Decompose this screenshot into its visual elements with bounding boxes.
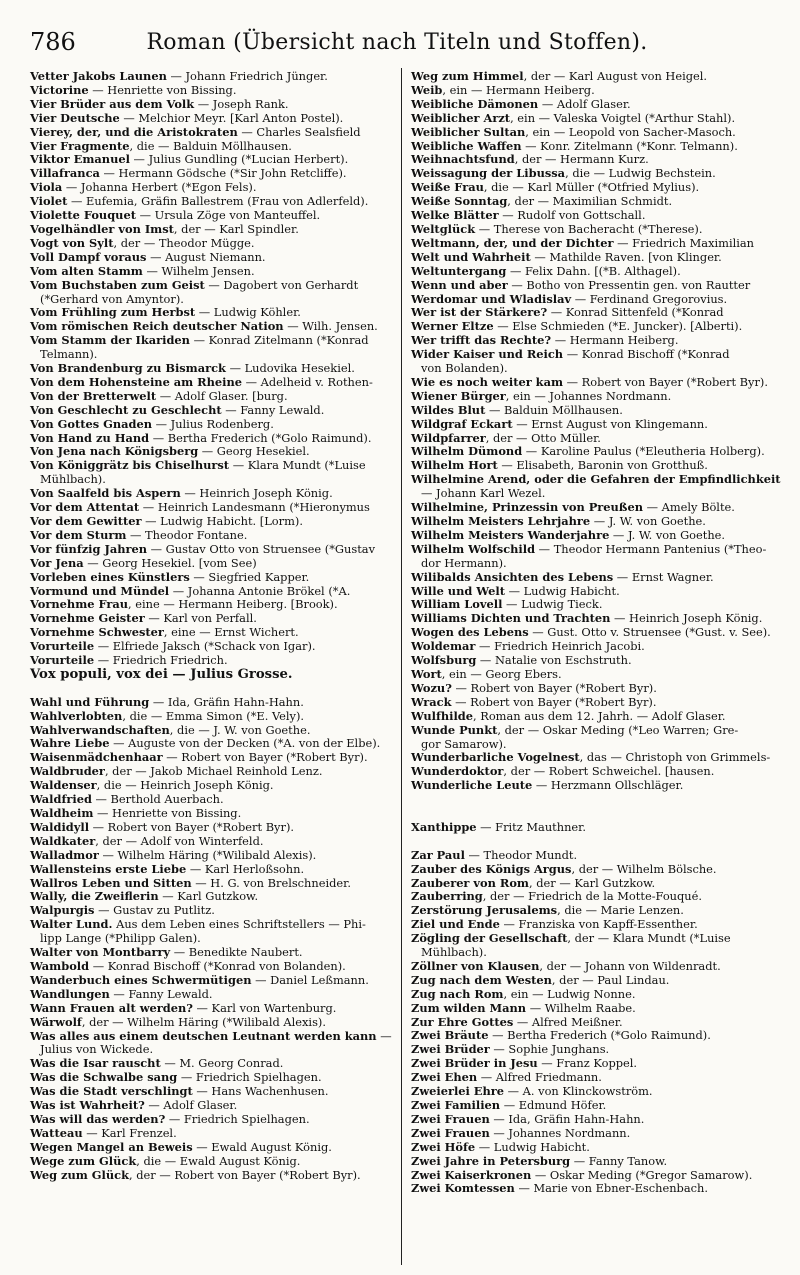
index-entry: Zauber des Königs Argus, der — Wilhelm Bölsche.	[411, 861, 717, 876]
index-entry: Wallensteins erste Liebe — Karl Herloßsohn.	[30, 861, 305, 876]
index-entry: Weib, ein — Hermann Heiberg.	[411, 82, 595, 97]
index-entry: Wer ist der Stärkere? — Konrad Sittenfeld (*Konrad	[411, 305, 724, 320]
index-entry: Villafranca — Hermann Gödsche (*Sir John Retcliffe).	[30, 166, 347, 181]
index-entry: Wahl und Führung — Ida, Gräfin Hahn-Hahn.	[30, 694, 304, 709]
index-entry: Walter von Montbarry — Benedikte Naubert.	[30, 945, 303, 960]
index-entry: Weg zum Himmel, der — Karl August von Heigel.	[411, 69, 708, 83]
index-entry: Zwei Höfe — Ludwig Habicht.	[411, 1139, 590, 1154]
index-entry: Wann Frauen alt werden? — Karl von Wartenburg.	[30, 1000, 337, 1015]
index-entry: Walpurgis — Gustav zu Putlitz.	[30, 903, 215, 918]
index-entry: Victorine — Henriette von Bissing.	[30, 82, 237, 97]
index-entry: lipp Lange (*Philipp Galen).	[40, 931, 201, 946]
index-entry: Wunderdoktor, der — Robert Schweichel. [hausen.	[411, 764, 715, 779]
index-entry: Zwei Brüder in Jesu — Franz Koppel.	[411, 1056, 638, 1071]
index-entry: Vogelhändler von Imst, der — Karl Spindler.	[30, 221, 299, 236]
index-entry: Weltglück — Therese von Bacheracht (*Therese).	[411, 221, 703, 236]
index-entry: Walladmor — Wilhelm Häring (*Wilibald Alexis).	[30, 847, 317, 862]
index-entry: Zerstörung Jerusalems, die — Marie Lenzen.	[411, 903, 684, 918]
page-header	[30, 28, 764, 68]
index-entry: Was die Schwalbe sang — Friedrich Spielhagen.	[30, 1070, 322, 1085]
index-entry: Watteau — Karl Frenzel.	[30, 1125, 177, 1140]
index-entry: Vor dem Gewitter — Ludwig Habicht. [Lorm).	[30, 514, 303, 528]
index-entry: Werner Eltze — Else Schmieden (*E. Juncker). [Alberti).	[411, 319, 743, 334]
index-entry: Vornehme Frau, eine — Hermann Heiberg. [Brook).	[30, 597, 338, 612]
index-entry: Wahlverlobten, die — Emma Simon (*E. Vely).	[30, 708, 305, 723]
index-entry: Weiße Sonntag, der — Maximilian Schmidt.	[411, 194, 673, 209]
index-entry: Vorurteile — Friedrich Friedrich.	[30, 653, 228, 668]
index-entry: Von Königgrätz bis Chiselhurst — Klara Mundt (*Luise	[30, 458, 366, 473]
index-entry: Wider Kaiser und Reich — Konrad Bischoff (*Konrad	[411, 347, 730, 362]
index-entry: Mühlbach).	[40, 472, 106, 487]
index-entry: Vox populi, vox dei — Julius Grosse.	[30, 666, 293, 682]
index-entry	[30, 682, 380, 696]
index-entry: Vogt von Sylt, der — Theodor Mügge.	[30, 235, 255, 250]
index-entry: Zwei Bräute — Bertha Frederich (*Golo Raimund).	[411, 1028, 711, 1043]
index-entry: Xanthippe — Fritz Mauthner.	[411, 819, 586, 834]
index-entry: Zum wilden Mann — Wilhelm Raabe.	[411, 1000, 636, 1015]
index-entry: Wort, ein — Georg Ebers.	[411, 666, 562, 681]
index-entry: Voll Dampf voraus — August Niemann.	[30, 249, 266, 264]
index-entry: Was die Stadt verschlingt — Hans Wachenhusen.	[30, 1084, 329, 1099]
index-entry: Weihnachtsfund, der — Hermann Kurz.	[411, 152, 649, 167]
page-title: Roman (Übersicht nach Titeln und Stoffen).	[146, 30, 648, 55]
index-entry: Wolfsburg — Natalie von Eschstruth.	[411, 653, 632, 668]
index-entry: Zwei Frauen — Johannes Nordmann.	[411, 1125, 631, 1140]
index-entry: Weltmann, der, und der Dichter — Friedrich Maximilian	[411, 235, 755, 250]
index-entry: Wunderbarliche Vogelnest, das — Christoph von Grimmels-	[411, 750, 771, 765]
index-entry: Zwei Komtessen — Marie von Ebner-Eschenbach.	[411, 1181, 708, 1196]
index-entry: Waldfried — Berthold Auerbach.	[30, 792, 224, 807]
index-entry: Wrack — Robert von Bayer (*Robert Byr).	[411, 694, 657, 709]
index-entry: Violet — Eufemia, Gräfin Ballestrem (Frau von Adlerfeld).	[30, 194, 369, 209]
index-entry: Was alles aus einem deutschen Leutnant werden kann —	[30, 1028, 392, 1043]
index-entry: Werdomar und Wladislav — Ferdinand Gregorovius.	[411, 291, 728, 306]
right-column	[411, 69, 781, 1196]
index-entry: Wally, die Zweiflerin — Karl Gutzkow.	[30, 889, 259, 904]
index-entry: Wer trifft das Rechte? — Hermann Heiberg.	[411, 333, 679, 348]
index-entry: Vom Stamm der Ikariden — Konrad Zitelmann (*Konrad	[30, 333, 369, 348]
index-entry: Vom Frühling zum Herbst — Ludwig Köhler.	[30, 305, 301, 320]
index-entry: Weiblicher Arzt, ein — Valeska Voigtel (*Arthur Stahl).	[411, 110, 736, 125]
index-entry: Von Jena nach Königsberg — Georg Hesekiel.	[30, 444, 310, 459]
index-entry: Zweierlei Ehre — A. von Klinckowström.	[411, 1084, 653, 1099]
index-entry: Wildpfarrer, der — Otto Müller.	[411, 430, 601, 445]
index-entry: Von dem Hohensteine am Rheine — Adelheid v. Rothen-	[30, 374, 373, 389]
index-entry: Wildes Blut — Balduin Möllhausen.	[411, 402, 623, 417]
index-entry: Vier Deutsche — Melchior Meyr. [Karl Anton Postel).	[30, 110, 344, 125]
index-entry: Wulfhilde, Roman aus dem 12. Jahrh. — Adolf Glaser.	[411, 708, 726, 723]
index-entry: Julius von Wickede.	[40, 1042, 154, 1057]
index-entry: Vornehme Schwester, eine — Ernst Wichert.	[30, 625, 299, 640]
index-entry: Vor dem Sturm — Theodor Fontane.	[30, 527, 248, 542]
index-entry: Wildgraf Eckart — Ernst August von Klingemann.	[411, 416, 708, 431]
index-entry: Vornehme Geister — Karl von Perfall.	[30, 611, 257, 626]
index-entry: Vormund und Mündel — Johanna Antonie Brökel (*A.	[30, 583, 351, 598]
index-entry: Zug nach Rom, ein — Ludwig Nonne.	[411, 986, 636, 1001]
index-entry: Was will das werden? — Friedrich Spielhagen.	[30, 1111, 310, 1126]
index-entry: Wilhelm Wolfschild — Theodor Hermann Pantenius (*Theo-	[411, 541, 767, 556]
index-entry: Wilhelmine, Prinzessin von Preußen — Amely Bölte.	[411, 500, 735, 515]
index-entry: Waldheim — Henriette von Bissing.	[30, 806, 242, 821]
index-entry: Vierey, der, und die Aristokraten — Charles Sealsfield	[30, 124, 361, 139]
index-entry: Zar Paul — Theodor Mundt.	[411, 847, 578, 862]
index-entry: Vom römischen Reich deutscher Nation — Wilh. Jensen.	[30, 319, 378, 334]
index-entry: Welt und Wahrheit — Mathilde Raven. [von Klinger.	[411, 249, 722, 264]
index-entry: Wilibalds Ansichten des Lebens — Ernst Wagner.	[411, 569, 714, 584]
index-entry: — Johann Karl Wezel.	[421, 486, 546, 501]
index-entry: Telmann).	[40, 347, 98, 362]
index-entry: Zug nach dem Westen, der — Paul Lindau.	[411, 972, 670, 987]
index-entry: Zauberring, der — Friedrich de la Motte-Fouqué.	[411, 889, 703, 904]
index-entry: Zöllner von Klausen, der — Johann von Wildenradt.	[411, 958, 721, 973]
index-entry: Wanderbuch eines Schwermütigen — Daniel Leßmann.	[30, 972, 369, 987]
index-entry: Williams Dichten und Trachten — Heinrich Joseph König.	[411, 611, 763, 626]
index-entry: Walter Lund. Aus dem Leben eines Schriftstellers — Phi-	[30, 917, 366, 932]
index-entry: William Lovell — Ludwig Tieck.	[411, 597, 603, 612]
index-entry: Wogen des Lebens — Gust. Otto v. Struensee (*Gust. v. See).	[411, 625, 771, 640]
index-entry: von Bolanden).	[421, 361, 508, 376]
index-entry: Viktor Emanuel — Julius Gundling (*Lucian Herbert).	[30, 152, 349, 167]
index-entry: Zwei Familien — Edmund Höfer.	[411, 1098, 607, 1113]
index-entry: Wie es noch weiter kam — Robert von Bayer (*Robert Byr).	[411, 374, 768, 389]
index-entry: Vom alten Stamm — Wilhelm Jensen.	[30, 263, 255, 278]
index-entry: Woldemar — Friedrich Heinrich Jacobi.	[411, 639, 645, 654]
index-entry: Wilhelm Hort — Elisabeth, Baronin von Grotthuß.	[411, 458, 708, 473]
index-entry: Weissagung der Libussa, die — Ludwig Bechstein.	[411, 166, 716, 181]
index-entry: Ziel und Ende — Franziska von Kapff-Essenther.	[411, 917, 698, 932]
index-entry: Vier Brüder aus dem Volk — Joseph Rank.	[30, 96, 289, 111]
index-entry: Weg zum Glück, der — Robert von Bayer (*Robert Byr).	[30, 1167, 361, 1182]
index-entry: Vor dem Attentat — Heinrich Landesmann (*Hieronymus	[30, 500, 370, 515]
index-entry: Zögling der Gesellschaft, der — Klara Mundt (*Luise	[411, 931, 731, 946]
index-entry: Waldidyll — Robert von Bayer (*Robert Byr).	[30, 819, 295, 834]
index-entry: Vom Buchstaben zum Geist — Dagobert von Gerhardt	[30, 277, 359, 292]
index-entry: Wunderliche Leute — Herzmann Ollschläger.	[411, 778, 684, 793]
index-entry: Mühlbach).	[421, 945, 487, 960]
index-entry: Wilhelmine Arend, oder die Gefahren der Empfindlichkeit	[411, 472, 781, 487]
page-number: 786	[30, 28, 76, 56]
index-entry: Wilhelm Meisters Lehrjahre — J. W. von Goethe.	[411, 514, 706, 528]
left-column	[30, 69, 392, 1182]
index-entry: Viola — Johanna Herbert (*Egon Fels).	[30, 180, 257, 195]
index-entry: Wille und Welt — Ludwig Habicht.	[411, 583, 620, 598]
index-entry: Wenn und aber — Botho von Pressentin gen. von Rautter	[411, 277, 751, 292]
index-entry: Von der Bretterwelt — Adolf Glaser. [burg.	[30, 388, 288, 403]
index-entry: Weltuntergang — Felix Dahn. [(*B. Althagel).	[411, 263, 681, 278]
index-entry: Welke Blätter — Rudolf von Gottschall.	[411, 208, 646, 223]
index-entry: Wambold — Konrad Bischoff (*Konrad von Bolanden).	[30, 958, 346, 973]
column-divider	[401, 68, 402, 1265]
index-entry: Wahlverwandschaften, die — J. W. von Goethe.	[30, 722, 311, 737]
index-entry: Von Brandenburg zu Bismarck — Ludovika Hesekiel.	[30, 361, 355, 376]
index-entry: Wilhelm Dümond — Karoline Paulus (*Eleutheria Holberg).	[411, 444, 765, 459]
index-entry: Wunde Punkt, der — Oskar Meding (*Leo Warren; Gre-	[411, 722, 739, 737]
index-entry: Zwei Ehen — Alfred Friedmann.	[411, 1070, 602, 1085]
index-entry: Vor Jena — Georg Hesekiel. [vom See)	[30, 555, 257, 570]
index-entry: Vorleben eines Künstlers — Siegfried Kapper.	[30, 569, 310, 584]
index-entry: (*Gerhard von Amyntor).	[40, 291, 184, 306]
index-entry: Wege zum Glück, die — Ewald August König.	[30, 1153, 301, 1168]
index-entry: Was ist Wahrheit? — Adolf Glaser.	[30, 1098, 238, 1113]
index-entry: Wilhelm Meisters Wanderjahre — J. W. von Goethe.	[411, 527, 726, 542]
index-entry	[411, 793, 761, 807]
index-entry: Wärwolf, der — Wilhelm Häring (*Wilibald Alexis).	[30, 1014, 326, 1029]
index-entry: Waldkater, der — Adolf von Winterfeld.	[30, 833, 264, 848]
index-entry: Von Saalfeld bis Aspern — Heinrich Joseph König.	[30, 486, 333, 501]
index-entry: Zwei Kaiserkronen — Oskar Meding (*Gregor Samarow).	[411, 1167, 753, 1182]
index-entry: dor Hermann).	[421, 555, 507, 570]
index-entry: Wegen Mangel an Beweis — Ewald August König.	[30, 1139, 332, 1154]
index-entry: gor Samarow).	[421, 736, 507, 751]
index-entry: Waldbruder, der — Jakob Michael Reinhold Lenz.	[30, 764, 323, 779]
index-entry: Weibliche Waffen — Konr. Zitelmann (*Konr. Telmann).	[411, 138, 738, 153]
index-entry: Wandlungen — Fanny Lewald.	[30, 986, 213, 1001]
index-entry: Wahre Liebe — Auguste von der Decken (*A. von der Elbe).	[30, 736, 381, 751]
index-entry: Violette Fouquet — Ursula Zöge von Manteuffel.	[30, 208, 321, 223]
index-entry: Von Geschlecht zu Geschlecht — Fanny Lewald.	[30, 402, 325, 417]
index-entry: Zur Ehre Gottes — Alfred Meißner.	[411, 1014, 623, 1029]
index-entry: Wallros Leben und Sitten — H. G. von Brelschneider.	[30, 875, 351, 890]
index-entry: Von Hand zu Hand — Bertha Frederich (*Golo Raimund).	[30, 430, 372, 445]
index-entry	[411, 807, 761, 821]
index-entry: Weibliche Dämonen — Adolf Glaser.	[411, 96, 631, 111]
index-entry: Zwei Jahre in Petersburg — Fanny Tanow.	[411, 1153, 668, 1168]
index-entry: Zauberer von Rom, der — Karl Gutzkow.	[411, 875, 656, 890]
index-entry: Von Gottes Gnaden — Julius Rodenberg.	[30, 416, 274, 431]
index-entry	[411, 835, 761, 849]
index-entry: Was die Isar rauscht — M. Georg Conrad.	[30, 1056, 284, 1071]
index-entry: Wiener Bürger, ein — Johannes Nordmann.	[411, 388, 672, 403]
index-entry: Zwei Brüder — Sophie Junghans.	[411, 1042, 610, 1057]
index-entry: Weiblicher Sultan, ein — Leopold von Sacher-Masoch.	[411, 124, 736, 139]
index-entry: Vorurteile — Elfriede Jaksch (*Schack von Igar).	[30, 639, 316, 654]
index-entry: Zwei Frauen — Ida, Gräfin Hahn-Hahn.	[411, 1111, 645, 1126]
index-entry: Waldenser, die — Heinrich Joseph König.	[30, 778, 274, 793]
index-entry: Vier Fragmente, die — Balduin Möllhausen.	[30, 138, 292, 153]
index-entry: Vor fünfzig Jahren — Gustav Otto von Struensee (*Gustav	[30, 541, 375, 556]
index-entry: Waisenmädchenhaar — Robert von Bayer (*Robert Byr).	[30, 750, 368, 765]
index-entry: Vetter Jakobs Launen — Johann Friedrich Jünger.	[30, 69, 328, 83]
index-entry: Wozu? — Robert von Bayer (*Robert Byr).	[411, 680, 657, 695]
index-entry: Weiße Frau, die — Karl Müller (*Otfried Mylius).	[411, 180, 700, 195]
